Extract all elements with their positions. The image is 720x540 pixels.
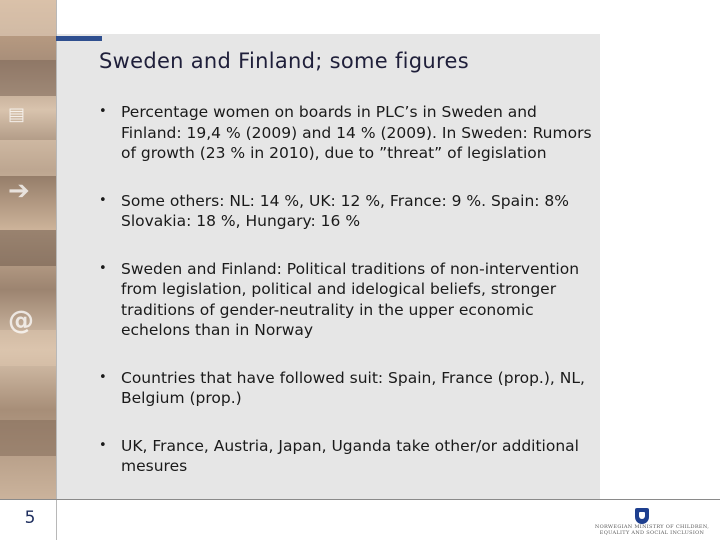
ministry-logo	[593, 508, 711, 538]
arrow-glyph-icon: ➔	[8, 176, 30, 206]
bullet-text: Percentage women on boards in PLC’s in Sweden and Finland: 19,4 % (2009) and 14 % (2009). In Sweden: Rumors of growth (23 % in 2010), due to ”threat” of legislation	[121, 103, 592, 162]
photo-tile	[0, 230, 56, 266]
coat-of-arms-icon	[635, 508, 649, 524]
bullet-text: Some others: NL: 14 %, UK: 12 %, France: 9 %. Spain: 8% Slovakia: 18 %, Hungary: 16 %	[121, 191, 570, 230]
logo-text: NORWEGIAN MINISTRY OF CHILDREN, EQUALITY AND SOCIAL INCLUSION	[594, 524, 710, 536]
photo-tile	[0, 0, 56, 36]
bullet-item	[97, 259, 592, 341]
bullet-item	[97, 102, 592, 164]
bullet-list	[97, 102, 592, 504]
bullet-item	[97, 368, 592, 409]
page-number: 5	[24, 508, 36, 528]
bullet-marker: •	[99, 437, 107, 453]
bullet-marker: •	[99, 369, 107, 385]
bullet-marker: •	[99, 260, 107, 276]
at-sign-glyph-icon: @	[8, 306, 34, 336]
bullet-item	[97, 191, 592, 232]
bullet-text: Countries that have followed suit: Spain, France (prop.), NL, Belgium (prop.)	[121, 368, 585, 407]
bullet-marker: •	[99, 192, 107, 208]
bullet-text: UK, France, Austria, Japan, Uganda take other/or additional mesures	[121, 436, 579, 475]
bullet-text: Sweden and Finland: Political traditions of non-intervention from legislation, political and idelogical beliefs, stronger traditions of gender-neutrality in the upper economic echelons than in Norway	[121, 259, 580, 339]
slide-title: Sweden and Finland; some figures	[99, 49, 469, 73]
bullet-marker: •	[99, 104, 107, 119]
decorative-photo-strip	[0, 0, 56, 500]
square-glyph-icon: ▤	[8, 104, 26, 125]
photo-tile	[0, 140, 56, 176]
photo-tile	[0, 60, 56, 96]
photo-tile	[0, 420, 56, 456]
bullet-item	[97, 436, 592, 477]
accent-bar	[56, 36, 102, 41]
